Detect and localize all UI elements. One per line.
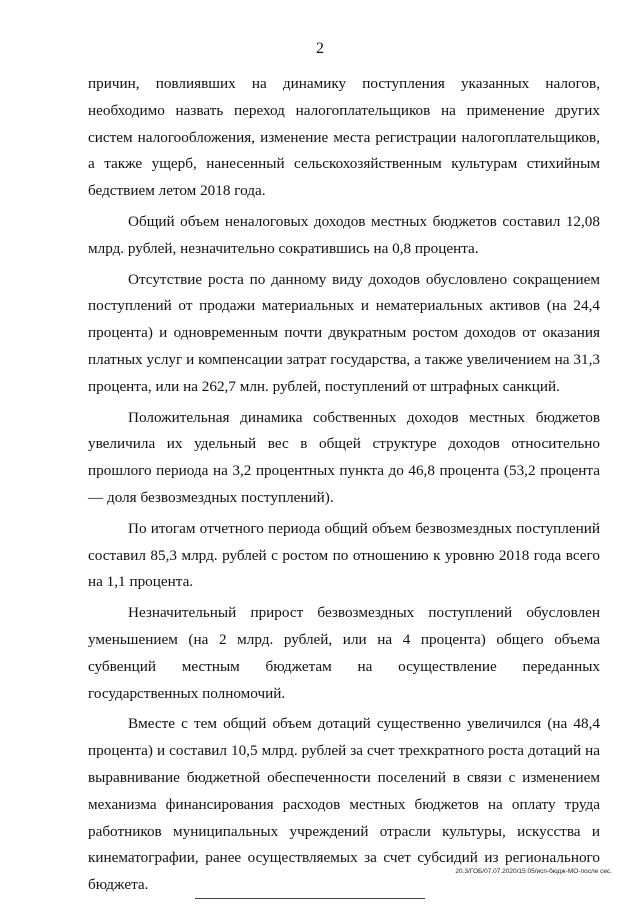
page-edge-line: [195, 898, 425, 899]
paragraph-1: причин, повлиявших на динамику поступления указанных налогов, необходимо назвать переход налогоплательщиков на применение других систем налогообложения, изменение места регистрации налогоплательщиков, а также ущерб, нанесенный сельскохозяйственным культурам стихийным бедствием летом 2018 года.: [88, 75, 600, 200]
page-number: 2: [316, 40, 324, 57]
paragraph-2: Общий объем неналоговых доходов местных бюджетов составил 12,08 млрд. рублей, незначительно сократившись на 0,8 процента.: [88, 212, 600, 257]
paragraph-5: По итогам отчетного периода общий объем безвозмездных поступлений составил 85,3 млрд. рублей с ростом по отношению к уровню 2018 года всего на 1,1 процента.: [88, 519, 600, 591]
paragraph-7: Вместе с тем общий объем дотаций существенно увеличился (на 48,4 процента) и составил 10,5 млрд. рублей за счет трехкратного роста дотаций на выравнивание бюджетной обеспеченности поселений в связи с изменением механизма финансирования расходов местных бюджетов на оплату труда работников муниципальных учреждений отрасли культуры, искусства и кинематографии, ранее осуществляемых за счет субсидий из регионального бюджета.: [88, 715, 600, 894]
footer-code: 20.3/ГОБ/07.07.2020/15:05/исп-бюдж-МО-после сес.: [455, 868, 612, 875]
body-text: [88, 71, 600, 899]
paragraph-6: Незначительный прирост безвозмездных поступлений обусловлен уменьшением (на 2 млрд. рублей, или на 4 процента) общего объема субвенций местным бюджетам на осуществление переданных государственных полномочий.: [88, 604, 600, 702]
paragraph-3: Отсутствие роста по данному виду доходов обусловлено сокращением поступлений от продажи материальных и нематериальных активов (на 24,4 процента) и одновременным почти двукратным ростом доходов от оказания платных услуг и компенсации затрат государства, а также увеличением на 31,3 процента, или на 262,7 млн. рублей, поступлений от штрафных санкций.: [88, 270, 600, 395]
paragraph-4: Положительная динамика собственных доходов местных бюджетов увеличила их удельный вес в общей структуре доходов относительно прошлого периода на 3,2 процентных пункта до 46,8 процента (53,2 процента — доля безвозмездных поступлений).: [88, 408, 600, 506]
